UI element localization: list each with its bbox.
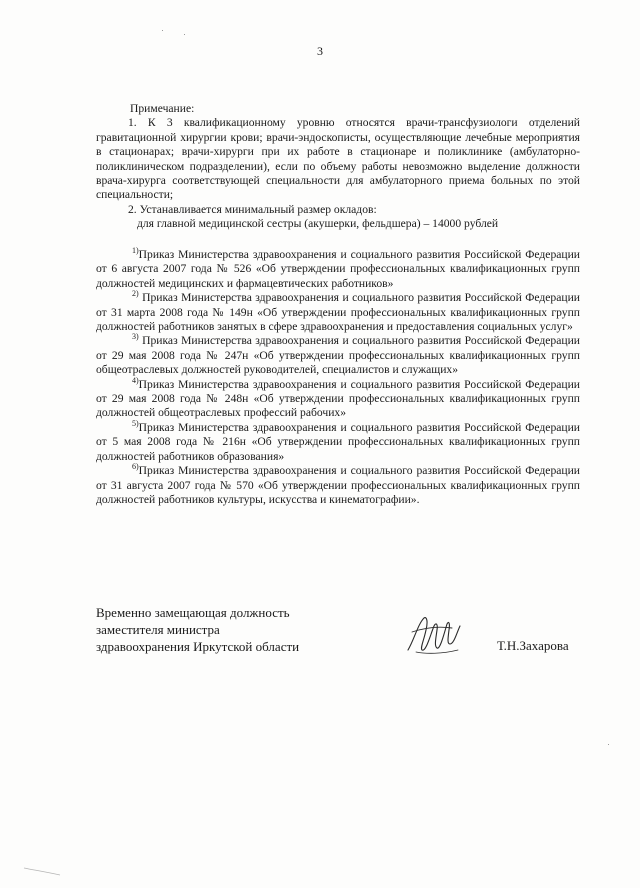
note-item-1: 1. К 3 квалификационному уровню относятся врачи-трансфузиологи отделений гравитационной хирургии крови; врачи-эндоскописты, осуществляющие лечебные мероприятия в стационарах; врачи-хирурги при их работе в стационаре и поликлинике (амбулаторно-поликлиническом подразделении), если по объему работы невозможно выделение должности врача-хирурга соответствующей специальности для амбулаторного приема больных по этой специальности;: [96, 116, 580, 202]
footnote-text: Приказ Министерства здравоохранения и социального развития Российской Федерации от 29 мая 2008 года № 248н «Об утверждении профессиональных квалификационных групп должностей общеотраслевых профессий рабочих»: [96, 377, 580, 420]
footnote-6: [96, 464, 580, 507]
footnote-2: [96, 291, 580, 334]
footnote-5: [96, 421, 580, 464]
footnote-3: [96, 334, 580, 377]
footnote-mark: 1): [132, 246, 139, 256]
handwritten-signature-icon: [402, 610, 466, 658]
footnote-text: Приказ Министерства здравоохранения и социального развития Российской Федерации от 5 мая 2008 года № 216н «Об утверждении профессиональных квалификационных групп должностей работников образования»: [96, 420, 580, 463]
scan-dust-icon: [162, 30, 163, 31]
footnote-mark: 4): [132, 375, 139, 385]
footnote-text: Приказ Министерства здравоохранения и социального развития Российской Федерации от 31 марта 2008 года № 149н «Об утверждении профессиональных квалификационных групп должностей работников занятых в сфере здравоохранения и предоставления социальных услуг»: [96, 291, 580, 334]
scan-dust-icon: [608, 744, 609, 745]
scan-artifact-icon: [22, 866, 62, 876]
notes-section: [96, 102, 580, 232]
footnote-1: [96, 248, 580, 291]
page-number: 3: [317, 44, 323, 58]
footnote-mark: 3): [132, 332, 139, 342]
scan-dust-icon: [184, 34, 185, 35]
signer-title-line-2: заместителя министра: [96, 622, 220, 637]
footnote-mark: 2): [132, 289, 139, 299]
footnote-text: Приказ Министерства здравоохранения и социального развития Российской Федерации от 6 августа 2007 года № 526 «Об утверждении профессиональных квалификационных групп должностей медицинских и фармацевтических работников»: [96, 248, 580, 290]
footnote-mark: 5): [132, 419, 139, 429]
footnote-text: Приказ Министерства здравоохранения и социального развития Российской Федерации от 29 мая 2008 года № 247н «Об утверждении профессиональных квалификационных групп общеотраслевых должностей руководителей, специалистов и служащих»: [96, 334, 580, 377]
footnotes-section: [96, 248, 580, 507]
notes-heading: Примечание:: [130, 102, 195, 115]
footnote-text: Приказ Министерства здравоохранения и социального развития Российской Федерации от 31 августа 2007 года № 570 «Об утверждении профессиональных квалификационных групп должностей работников культуры, искусства и кинематографии».: [96, 464, 580, 506]
signature-block: [96, 604, 396, 655]
signer-name: Т.Н.Захарова: [497, 638, 569, 653]
signer-title-line-3: здравоохранения Иркутской области: [96, 639, 300, 654]
signer-title-line-1: Временно замещающая должность: [96, 605, 290, 620]
note-item-2: 2. Устанавливается минимальный размер окладов:: [128, 202, 377, 216]
footnote-mark: 6): [132, 462, 139, 472]
note-item-2-detail: для главной медицинской сестры (акушерки, фельдшера) – 14000 рублей: [137, 217, 499, 231]
footnote-4: [96, 375, 580, 421]
